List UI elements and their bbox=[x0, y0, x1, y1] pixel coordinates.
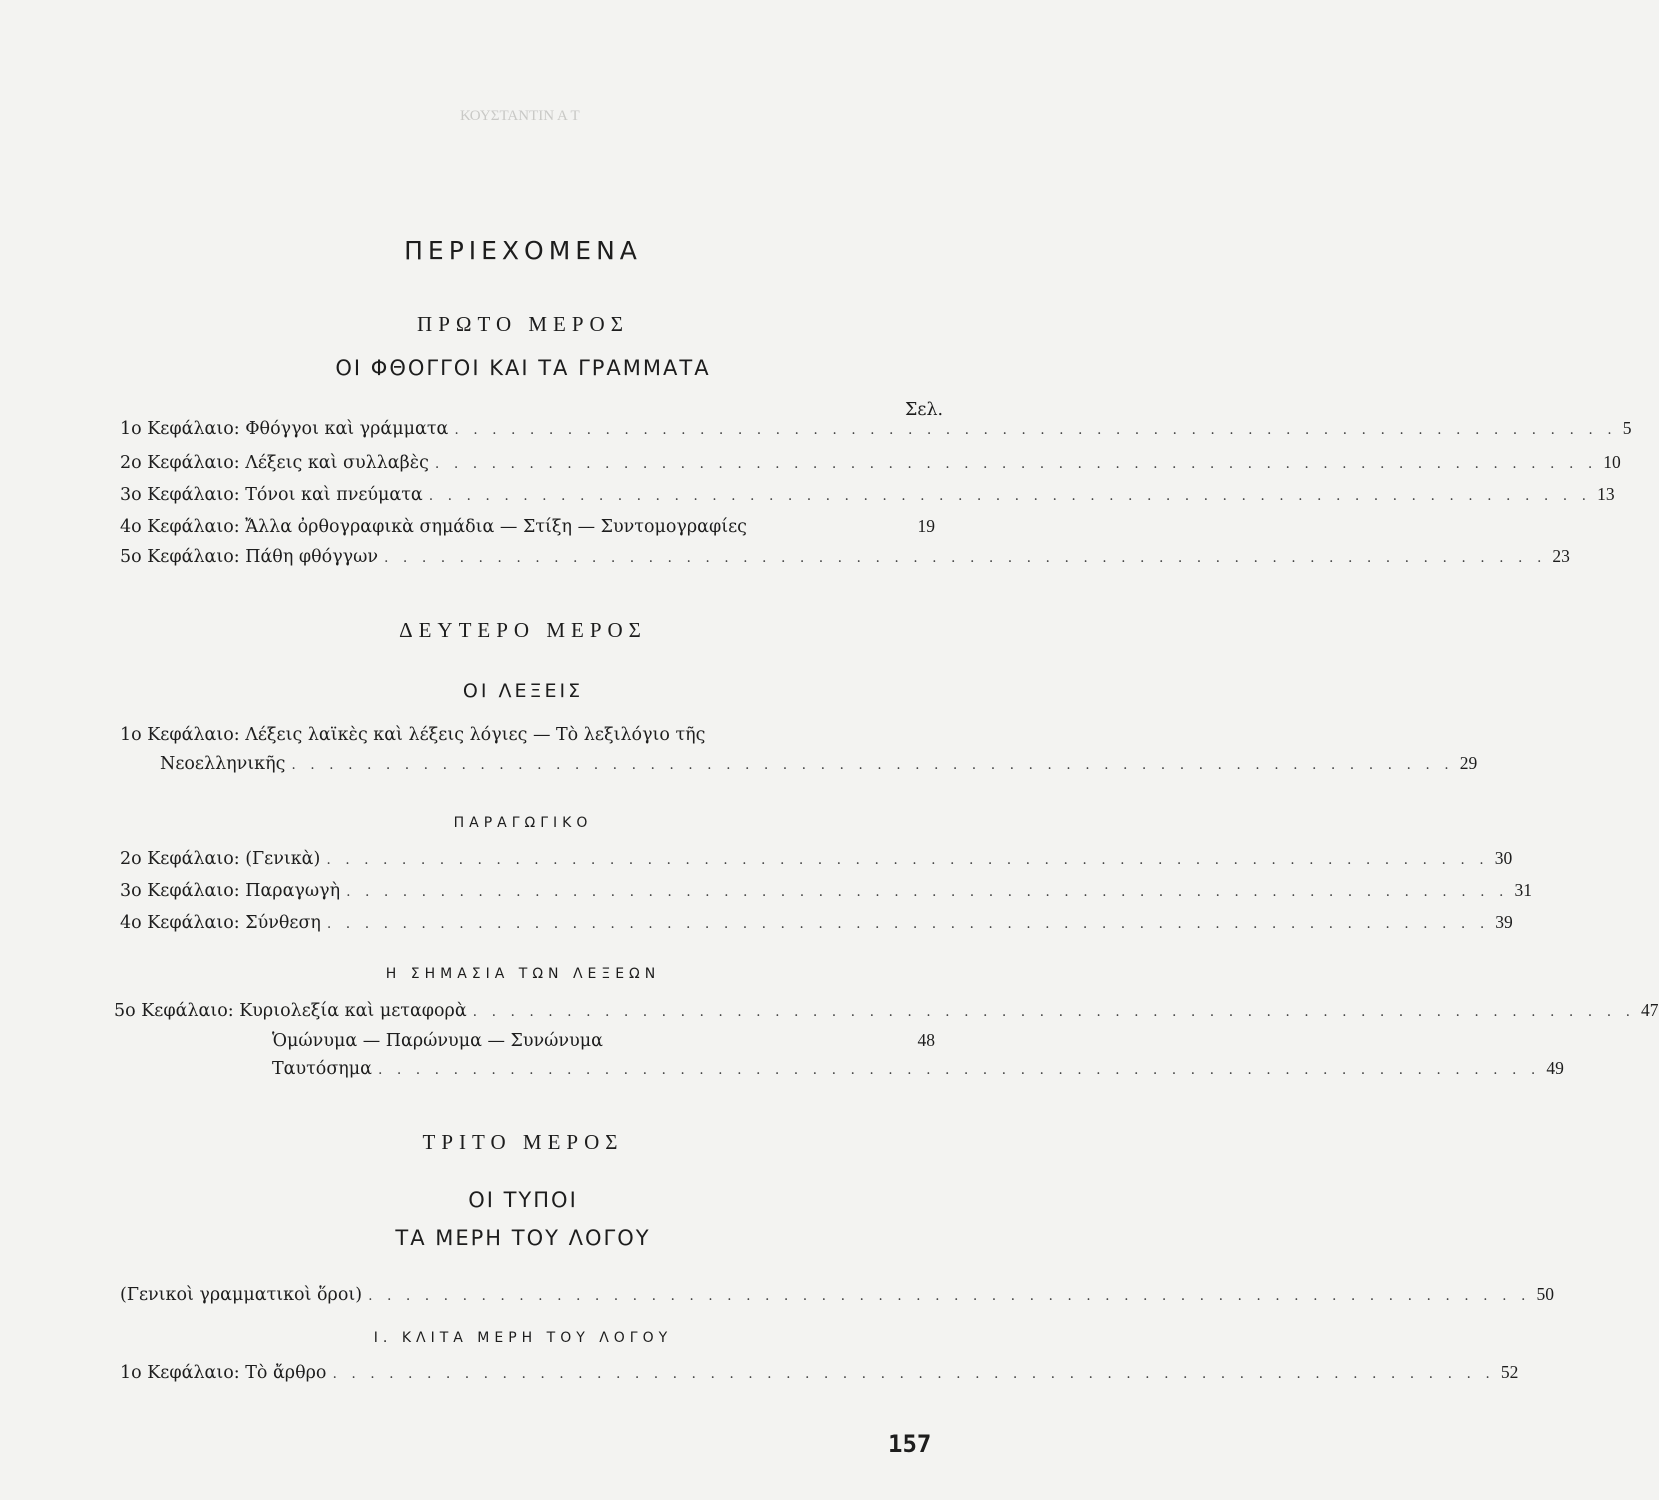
toc-entry-text: 4ο Κεφάλαιο: Ἄλλα ὀρθογραφικὰ σημάδια — Στίξη — Συντομογραφίες bbox=[120, 517, 747, 537]
toc-row bbox=[160, 753, 1478, 779]
toc-entry-page: 10 bbox=[1603, 452, 1621, 472]
toc-entry-page: 29 bbox=[1459, 753, 1478, 773]
dot-leader: . . . . . . . . . . . . . . . . . . . . . . . . . . . . . . . . . . . . . . . . . . . . . . . . . . . . . . . . . . . . . . bbox=[434, 456, 1598, 472]
toc-row bbox=[114, 1000, 1659, 1026]
toc-entry-text: 5ο Κεφάλαιο: Κυριολεξία καὶ μεταφορὰ bbox=[114, 1001, 467, 1021]
toc-row bbox=[120, 516, 935, 542]
part-three-title: ΤΡΙΤΟ ΜΕΡΟΣ bbox=[422, 1130, 624, 1154]
toc-row bbox=[120, 725, 935, 751]
toc-row bbox=[272, 1030, 935, 1056]
toc-entry-text: (Γενικοὶ γραμματικοὶ ὅροι) bbox=[120, 1285, 363, 1305]
toc-entry-text: 2ο Κεφάλαιο: Λέξεις καὶ συλλαβὲς bbox=[120, 453, 429, 473]
toc-entry-page: 19 bbox=[917, 516, 935, 536]
klita-heading: Ι. ΚΛΙΤΑ ΜΕΡΗ ΤΟΥ ΛΟΓΟΥ bbox=[373, 1330, 673, 1346]
toc-entry-text: 2ο Κεφάλαιο: (Γενικὰ) bbox=[120, 849, 321, 869]
toc-entry-page: 49 bbox=[1546, 1058, 1564, 1078]
toc-row bbox=[120, 484, 1615, 510]
dot-leader: . . . . . . . . . . . . . . . . . . . . . . . . . . . . . . . . . . . . . . . . . . . . . . . . . . . . . . . . . . . . . . bbox=[326, 916, 1490, 932]
toc-row bbox=[272, 1058, 1564, 1084]
simasia-heading: Η ΣΗΜΑΣΙΑ ΤΩΝ ΛΕΞΕΩΝ bbox=[385, 966, 661, 982]
toc-row bbox=[120, 848, 1513, 874]
bleed-through-text: ΚΟΥΣΤΑΝΤΙΝ Α Τ bbox=[460, 108, 580, 124]
toc-entry-text: Νεοελληνικῆς bbox=[160, 754, 286, 774]
toc-entry-text: Ταυτόσημα bbox=[272, 1059, 372, 1079]
part-one-section-title: ΟΙ ΦΘΟΓΓΟΙ ΚΑΙ ΤΑ ΓΡΑΜΜΑΤΑ bbox=[335, 356, 711, 380]
toc-entry-page: 48 bbox=[917, 1030, 935, 1050]
dot-leader: . . . . . . . . . . . . . . . . . . . . . . . . . . . . . . . . . . . . . . . . . . . . . . . . . . . . . . . . . . . . . . bbox=[428, 488, 1592, 504]
toc-entry-text: 1ο Κεφάλαιο: Τὸ ἄρθρο bbox=[120, 1363, 327, 1383]
part-three-subsection-title: ΤΑ ΜΕΡΗ ΤΟΥ ΛΟΓΟΥ bbox=[395, 1226, 651, 1250]
toc-entry-text: 1ο Κεφάλαιο: Φθόγγοι καὶ γράμματα bbox=[120, 419, 449, 439]
toc-entry-text: 3ο Κεφάλαιο: Τόνοι καὶ πνεύματα bbox=[120, 485, 423, 505]
paragogiko-heading: ΠΑΡΑΓΩΓΙΚΟ bbox=[453, 815, 593, 831]
dot-leader: . . . . . . . . . . . . . . . . . . . . . . . . . . . . . . . . . . . . . . . . . . . . . . . . . . . . . . . . . . . . . . bbox=[326, 852, 1489, 868]
toc-entry-text: 5ο Κεφάλαιο: Πάθη φθόγγων bbox=[120, 547, 379, 567]
toc-row bbox=[120, 912, 1513, 938]
page-title: ΠΕΡΙΕΧΟΜΕΝΑ bbox=[404, 236, 642, 265]
toc-entry-page: 52 bbox=[1500, 1362, 1519, 1382]
dot-leader: . . . . . . . . . . . . . . . . . . . . . . . . . . . . . . . . . . . . . . . . . . . . . . . . . . . . . . . . . . . . . . bbox=[377, 1062, 1541, 1078]
toc-row bbox=[120, 418, 1632, 444]
toc-entry-page: 50 bbox=[1536, 1284, 1554, 1304]
page-number: 157 bbox=[888, 1430, 932, 1458]
toc-row bbox=[120, 452, 1621, 478]
toc-row bbox=[120, 1362, 1519, 1388]
dot-leader: . . . . . . . . . . . . . . . . . . . . . . . . . . . . . . . . . . . . . . . . . . . . . . . . . . . . . . . . . . . . . . bbox=[368, 1288, 1531, 1304]
dot-leader: . . . . . . . . . . . . . . . . . . . . . . . . . . . . . . . . . . . . . . . . . . . . . . . . . . . . . . . . . . . . . . bbox=[384, 550, 1547, 566]
toc-entry-text: Ὁμώνυμα — Παρώνυμα — Συνώνυμα bbox=[272, 1031, 603, 1051]
toc-entry-page: 13 bbox=[1597, 484, 1615, 504]
dot-leader: . . . . . . . . . . . . . . . . . . . . . . . . . . . . . . . . . . . . . . . . . . . . . . . . . . . . . . . . . . . . . . bbox=[346, 884, 1509, 900]
toc-entry-page: 31 bbox=[1514, 880, 1532, 900]
toc-row bbox=[120, 880, 1532, 906]
toc-entry-text: 1ο Κεφάλαιο: Λέξεις λαϊκὲς καὶ λέξεις λόγιες — Τὸ λεξιλόγιο τῆς bbox=[120, 725, 706, 745]
toc-entry-page: 39 bbox=[1495, 912, 1513, 932]
toc-entry-page: 5 bbox=[1622, 418, 1632, 438]
page-column-label: Σελ. bbox=[905, 400, 944, 420]
toc-entry-page: 23 bbox=[1552, 546, 1570, 566]
part-two-section-title: ΟΙ ΛΕΞΕΙΣ bbox=[462, 680, 584, 702]
dot-leader: . . . . . . . . . . . . . . . . . . . . . . . . . . . . . . . . . . . . . . . . . . . . . . . . . . . . . . . . . . . . . . bbox=[472, 1004, 1636, 1020]
toc-row bbox=[120, 546, 1570, 572]
toc-entry-page: 47 bbox=[1641, 1000, 1659, 1020]
dot-leader: . . . . . . . . . . . . . . . . . . . . . . . . . . . . . . . . . . . . . . . . . . . . . . . . . . . . . . . . . . . . . . bbox=[332, 1366, 1495, 1382]
toc-entry-page: 30 bbox=[1494, 848, 1513, 868]
part-three-section-title: ΟΙ ΤΥΠΟΙ bbox=[468, 1188, 578, 1212]
toc-entry-text: 4ο Κεφάλαιο: Σύνθεση bbox=[120, 913, 321, 933]
part-two-title: ΔΕΥΤΕΡΟ ΜΕΡΟΣ bbox=[399, 618, 647, 642]
dot-leader: . . . . . . . . . . . . . . . . . . . . . . . . . . . . . . . . . . . . . . . . . . . . . . . . . . . . . . . . . . . . . . bbox=[291, 757, 1454, 773]
toc-entry-text: 3ο Κεφάλαιο: Παραγωγὴ bbox=[120, 881, 341, 901]
dot-leader: . . . . . . . . . . . . . . . . . . . . . . . . . . . . . . . . . . . . . . . . . . . . . . . . . . . . . . . . . . . . . . bbox=[454, 422, 1617, 438]
toc-row bbox=[120, 1284, 1554, 1310]
part-one-title: ΠΡΩΤΟ ΜΕΡΟΣ bbox=[417, 312, 629, 336]
